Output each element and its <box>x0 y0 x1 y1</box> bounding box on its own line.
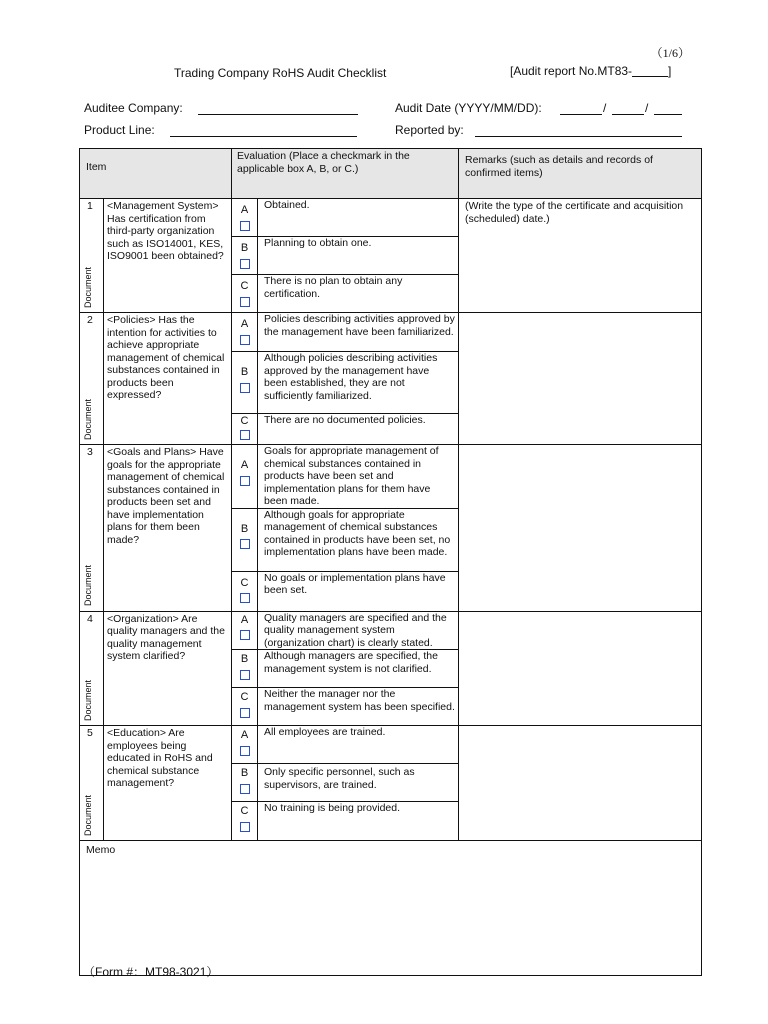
row-number-cell <box>80 445 104 612</box>
row-category: Document <box>83 794 93 836</box>
remarks-cell[interactable] <box>459 611 702 726</box>
checkbox[interactable] <box>240 383 250 393</box>
row-category: Document <box>83 266 93 308</box>
table-header-row <box>80 149 702 199</box>
option-letter: C <box>240 280 249 292</box>
checkbox[interactable] <box>240 822 250 832</box>
option-c-text: No training is being provided. <box>258 802 459 841</box>
option-letter: B <box>240 653 249 665</box>
item-question: <Policies> Has the intention for activities to achieve appropriate management of chemical substances contained in products been expressed? <box>104 313 232 445</box>
audit-checklist-table <box>79 148 702 976</box>
option-b-cell <box>232 508 258 571</box>
row-number-cell <box>80 726 104 841</box>
checkbox[interactable] <box>240 784 250 794</box>
audit-report-label: [Audit report No.MT83- <box>510 64 633 78</box>
product-line-field[interactable] <box>170 135 357 137</box>
checkbox[interactable] <box>240 430 250 440</box>
option-a-text: Quality managers are specified and the quality management system (organization chart) is clearly stated. <box>258 611 459 650</box>
option-letter: B <box>240 242 249 254</box>
option-b-text: Although managers are specified, the management system is not clarified. <box>258 650 459 688</box>
option-a-text: Policies describing activities approved by the management have been familiarized. <box>258 313 459 352</box>
option-c-cell <box>232 414 258 445</box>
option-c-cell <box>232 688 258 726</box>
row-number: 4 <box>87 612 93 625</box>
checkbox[interactable] <box>240 708 250 718</box>
option-letter: C <box>240 691 249 703</box>
option-letter: B <box>240 767 249 779</box>
row-number-cell <box>80 611 104 726</box>
row-category: Document <box>83 398 93 440</box>
option-c-cell <box>232 275 258 313</box>
memo-label: Memo <box>86 844 116 856</box>
header-evaluation: Evaluation (Place a checkmark in the applicable box A, B, or C.) <box>232 149 459 199</box>
audit-date-label: Audit Date (YYYY/MM/DD): <box>395 101 542 115</box>
option-a-cell <box>232 199 258 237</box>
row-number: 2 <box>87 314 93 326</box>
option-letter: C <box>240 576 249 589</box>
auditee-company-field[interactable] <box>198 113 358 115</box>
item-question: <Goals and Plans> Have goals for the appropriate management of chemical substances contained in products been set and have implementation plans for them been made? <box>104 445 232 612</box>
option-b-text: Although goals for appropriate management of chemical substances contained in products have been set, no implementation plans have been made. <box>258 508 459 571</box>
checkbox[interactable] <box>240 630 250 640</box>
option-b-cell <box>232 764 258 802</box>
page-number: （1/6） <box>650 46 690 60</box>
header-remarks: Remarks (such as details and records of confirmed items) <box>459 149 702 199</box>
remarks-cell[interactable]: (Write the type of the certificate and acquisition (scheduled) date.) <box>459 199 702 313</box>
option-c-text: Neither the manager nor the management system has been specified. <box>258 688 459 726</box>
option-a-cell <box>232 611 258 650</box>
option-a-cell <box>232 445 258 509</box>
row-number-cell <box>80 313 104 445</box>
table-row <box>80 611 702 650</box>
header-item: Item <box>80 149 232 199</box>
option-a-text: Goals for appropriate management of chemical substances contained in products have been set and implementation plans for them have been made. <box>258 445 459 509</box>
option-b-text: Although policies describing activities approved by the management have been established, they are not sufficiently familiarized. <box>258 352 459 414</box>
row-category: Document <box>83 565 93 607</box>
option-a-text: All employees are trained. <box>258 726 459 764</box>
checkbox[interactable] <box>240 476 250 486</box>
item-question: <Education> Are employees being educated in RoHS and chemical substance management? <box>104 726 232 841</box>
option-letter: B <box>240 366 249 378</box>
option-b-cell <box>232 352 258 414</box>
row-number: 5 <box>87 727 93 739</box>
checkbox[interactable] <box>240 297 250 307</box>
option-b-text: Planning to obtain one. <box>258 237 459 275</box>
item-question: <Management System> Has certification from third-party organization such as ISO14001, KES, ISO9001 been obtained? <box>104 199 232 313</box>
product-line-label: Product Line: <box>84 123 155 137</box>
checkbox[interactable] <box>240 670 250 680</box>
row-number: 1 <box>87 200 93 212</box>
option-b-text: Only specific personnel, such as supervisors, are trained. <box>258 764 459 802</box>
document-title: Trading Company RoHS Audit Checklist <box>174 66 387 80</box>
remarks-cell[interactable] <box>459 445 702 612</box>
reported-by-label: Reported by: <box>395 123 464 137</box>
remarks-cell[interactable] <box>459 313 702 445</box>
remarks-cell[interactable] <box>459 726 702 841</box>
option-letter: C <box>240 415 249 427</box>
audit-date-year-field[interactable] <box>560 113 602 115</box>
option-c-text: There is no plan to obtain any certification. <box>258 275 459 313</box>
option-letter: A <box>240 318 249 330</box>
table-row <box>80 199 702 237</box>
audit-report-blank[interactable] <box>632 64 668 77</box>
option-a-cell <box>232 726 258 764</box>
form-number: （Form #：MT98-3021） <box>83 965 219 979</box>
checkbox[interactable] <box>240 746 250 756</box>
option-letter: A <box>240 459 249 471</box>
audit-date-day-field[interactable] <box>654 113 682 115</box>
checkbox[interactable] <box>240 335 250 345</box>
checkbox[interactable] <box>240 539 250 549</box>
option-letter: A <box>240 204 249 216</box>
table-row <box>80 445 702 509</box>
option-a-text: Obtained. <box>258 199 459 237</box>
row-number: 3 <box>87 446 93 458</box>
option-b-cell <box>232 650 258 688</box>
option-letter: C <box>240 805 249 817</box>
auditee-company-label: Auditee Company: <box>84 101 183 115</box>
option-letter: A <box>240 613 249 626</box>
date-separator-1: / <box>603 101 607 115</box>
table-row <box>80 313 702 352</box>
checkbox[interactable] <box>240 593 250 603</box>
memo-area[interactable] <box>80 841 702 976</box>
option-c-text: No goals or implementation plans have been set. <box>258 571 459 611</box>
row-number-cell <box>80 199 104 313</box>
item-question: <Organization> Are quality managers and the quality management system clarified? <box>104 611 232 726</box>
row-category: Document <box>83 679 93 721</box>
date-separator-2: / <box>645 101 649 115</box>
option-letter: A <box>240 729 249 741</box>
option-a-cell <box>232 313 258 352</box>
reported-by-field[interactable] <box>475 135 682 137</box>
memo-row <box>80 841 702 976</box>
table-row <box>80 726 702 764</box>
option-c-text: There are no documented policies. <box>258 414 459 445</box>
audit-report-number <box>510 64 671 78</box>
checkbox[interactable] <box>240 259 250 269</box>
checkbox[interactable] <box>240 221 250 231</box>
option-c-cell <box>232 802 258 841</box>
audit-report-close: ] <box>668 64 672 78</box>
option-c-cell <box>232 571 258 611</box>
option-letter: B <box>240 522 249 535</box>
audit-date-month-field[interactable] <box>612 113 644 115</box>
option-b-cell <box>232 237 258 275</box>
